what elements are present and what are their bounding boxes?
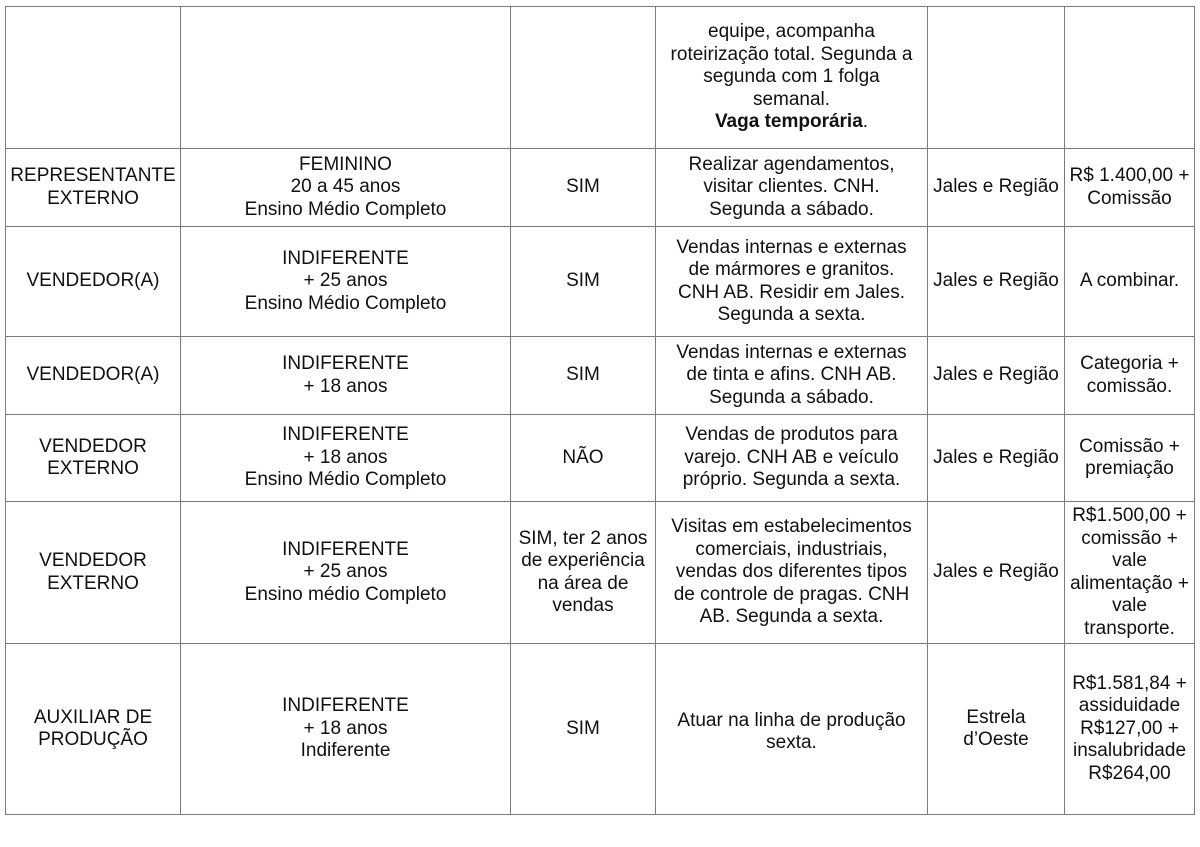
cell-perfil: INDIFERENTE + 18 anos Ensino Médio Completo: [181, 415, 511, 502]
cell-perfil: INDIFERENTE + 18 anos: [181, 337, 511, 415]
table-row: [6, 502, 1195, 644]
cell-experiencia: SIM: [511, 149, 656, 227]
cell-atividades: [656, 7, 928, 149]
cell-experiencia: SIM: [511, 227, 656, 337]
cell-cargo: [6, 7, 181, 149]
cell-cargo: REPRESENTANTE EXTERNO: [6, 149, 181, 227]
cell-cargo: VENDEDOR(A): [6, 227, 181, 337]
cell-experiencia: NÃO: [511, 415, 656, 502]
cell-atividades: Vendas internas e externas de mármores e granitos. CNH AB. Residir em Jales. Segunda a sexta.: [656, 227, 928, 337]
cell-experiencia: SIM: [511, 337, 656, 415]
table-row: [6, 415, 1195, 502]
temporary-vacancy-label: Vaga temporária: [714, 111, 863, 133]
cell-experiencia: [511, 7, 656, 149]
table-row: [6, 227, 1195, 337]
cell-perfil: INDIFERENTE + 18 anos Indiferente: [181, 644, 511, 815]
cell-atividades: Vendas de produtos para varejo. CNH AB e veículo próprio. Segunda a sexta.: [656, 415, 928, 502]
cell-salario: Categoria + comissão.: [1065, 337, 1195, 415]
table-row: [6, 644, 1195, 815]
cell-local: Jales e Região: [928, 415, 1065, 502]
cell-perfil: [181, 7, 511, 149]
cell-cargo: AUXILIAR DE PRODUÇÃO: [6, 644, 181, 815]
table-row: [6, 149, 1195, 227]
atividades-end: .: [862, 111, 869, 133]
cell-perfil: INDIFERENTE + 25 anos Ensino Médio Completo: [181, 227, 511, 337]
cell-salario: R$1.581,84 + assiduidade R$127,00 + insalubridade R$264,00: [1065, 644, 1195, 815]
cell-local: Jales e Região: [928, 502, 1065, 644]
cell-experiencia: SIM, ter 2 anos de experiência na área de vendas: [511, 502, 656, 644]
cell-cargo: VENDEDOR(A): [6, 337, 181, 415]
cell-atividades: Visitas em estabelecimentos comerciais, industriais, vendas dos diferentes tipos de controle de pragas. CNH AB. Segunda a sexta.: [656, 502, 928, 644]
cell-local: Jales e Região: [928, 149, 1065, 227]
cell-experiencia: SIM: [511, 644, 656, 815]
cell-perfil: INDIFERENTE + 25 anos Ensino médio Completo: [181, 502, 511, 644]
atividades-text: equipe, acompanha roteirização total. Segunda a segunda com 1 folga semanal.: [670, 21, 913, 110]
cell-salario: R$ 1.400,00 + Comissão: [1065, 149, 1195, 227]
cell-atividades: Atuar na linha de produção sexta.: [656, 644, 928, 815]
job-vacancies-table: [5, 6, 1195, 815]
cell-local: Jales e Região: [928, 227, 1065, 337]
cell-local: Jales e Região: [928, 337, 1065, 415]
cell-atividades: Vendas internas e externas de tinta e afins. CNH AB. Segunda a sábado.: [656, 337, 928, 415]
cell-cargo: VENDEDOR EXTERNO: [6, 502, 181, 644]
table-row: [6, 337, 1195, 415]
cell-salario: A combinar.: [1065, 227, 1195, 337]
cell-perfil: FEMININO 20 a 45 anos Ensino Médio Completo: [181, 149, 511, 227]
table-row: [6, 7, 1195, 149]
cell-salario: [1065, 7, 1195, 149]
cell-salario: Comissão + premiação: [1065, 415, 1195, 502]
cell-local: Estrela d’Oeste: [928, 644, 1065, 815]
cell-atividades: Realizar agendamentos, visitar clientes. CNH. Segunda a sábado.: [656, 149, 928, 227]
cell-salario: R$1.500,00 + comissão + vale alimentação + vale transporte.: [1065, 502, 1195, 644]
cell-cargo: VENDEDOR EXTERNO: [6, 415, 181, 502]
cell-local: [928, 7, 1065, 149]
